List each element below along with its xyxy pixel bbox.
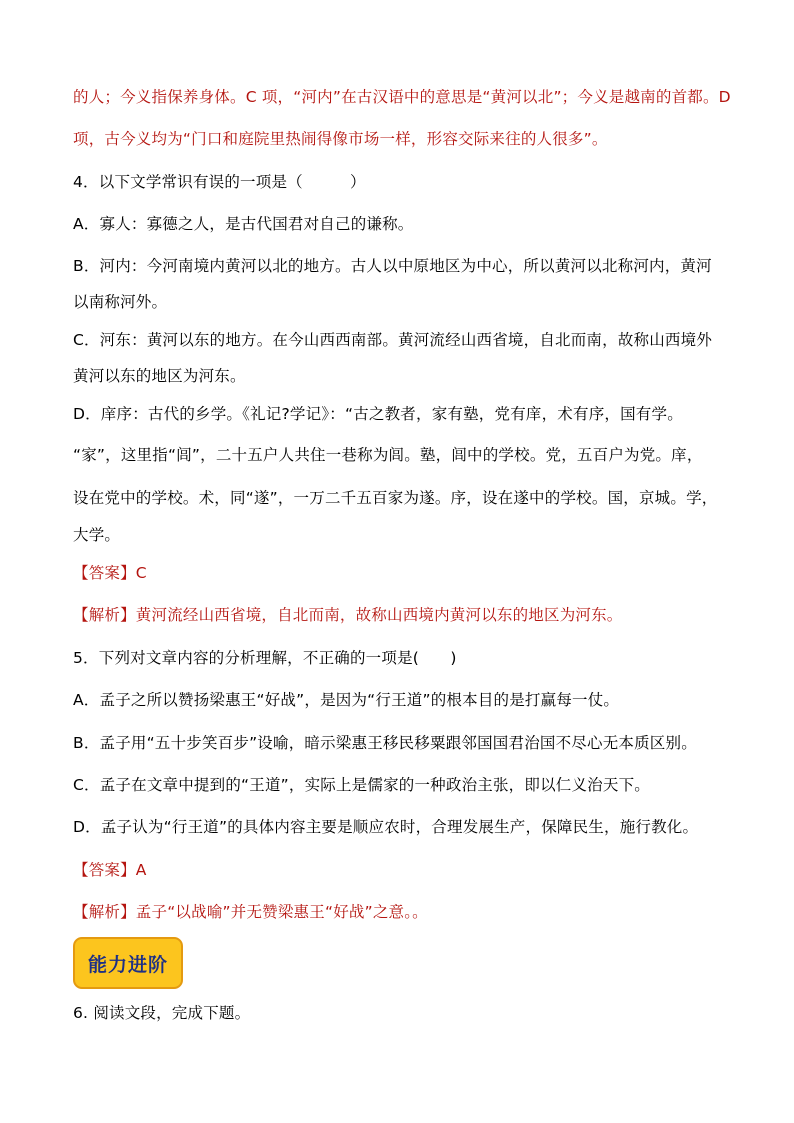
question-4-option-d-cont-1: “家”，这里指“闾”，二十五户人共住一巷称为闾。塾，闾中的学校。党，五百户为党。庠， bbox=[73, 446, 703, 464]
question-5-option-a: A．孟子之所以赞扬梁惠王“好战”，是因为“行王道”的根本目的是打赢每一仗。 bbox=[73, 691, 620, 709]
text-line-2: 项，古今义均为“门口和庭院里热闹得像市场一样，形容交际来往的人很多”。 bbox=[73, 130, 608, 148]
question-4-option-d: D．庠序：古代的乡学。《礼记?学记》：“古之教者，家有塾，党有庠，术有序，国有学。 bbox=[73, 405, 683, 423]
question-4-option-c: C．河东：黄河以东的地方。在今山西西南部。黄河流经山西省境，自北而南，故称山西境外 bbox=[73, 331, 713, 349]
question-5-option-c: C．孟子在文章中提到的“王道”，实际上是儒家的一种政治主张，即以仁义治天下。 bbox=[73, 776, 650, 794]
question-4-option-d-cont-2: 设在党中的学校。术，同“遂”，一万二千五百家为遂。序，设在遂中的学校。国，京城。学， bbox=[73, 489, 718, 507]
question-4-answer: 【答案】C bbox=[73, 564, 147, 582]
question-4-option-b: B．河内：今河南境内黄河以北的地方。古人以中原地区为中心，所以黄河以北称河内，黄河 bbox=[73, 257, 712, 275]
question-5-answer: 【答案】A bbox=[73, 861, 147, 879]
question-5-option-d: D．孟子认为“行王道”的具体内容主要是顺应农时，合理发展生产，保障民生，施行教化。 bbox=[73, 818, 699, 836]
question-4-option-a: A．寡人：寡德之人，是古代国君对自己的谦称。 bbox=[73, 215, 414, 233]
question-5-option-b: B．孟子用“五十步笑百步”设喻，暗示梁惠王移民移粟跟邻国国君治国不尽心无本质区别。 bbox=[73, 734, 697, 752]
question-4-option-c-cont: 黄河以东的地区为河东。 bbox=[73, 367, 246, 385]
question-4-stem: 4．以下文学常识有误的一项是（ ） bbox=[73, 173, 366, 191]
question-4-option-d-cont-3: 大学。 bbox=[73, 526, 121, 544]
text-line-1: 的人；今义指保养身体。C 项，“河内”在古汉语中的意思是“黄河以北”；今义是越南的首都。D bbox=[73, 88, 731, 106]
question-6-stem: 6. 阅读文段，完成下题。 bbox=[73, 1004, 251, 1022]
question-4-analysis: 【解析】黄河流经山西省境，自北而南，故称山西境内黄河以东的地区为河东。 bbox=[73, 606, 623, 624]
question-4-option-b-cont: 以南称河外。 bbox=[73, 293, 168, 311]
question-5-stem: 5．下列对文章内容的分析理解，不正确的一项是( ) bbox=[73, 649, 457, 667]
section-badge-ability: 能力进阶 bbox=[73, 937, 183, 989]
question-5-analysis: 【解析】孟子“以战喻”并无赞梁惠王“好战”之意。。 bbox=[73, 903, 428, 921]
